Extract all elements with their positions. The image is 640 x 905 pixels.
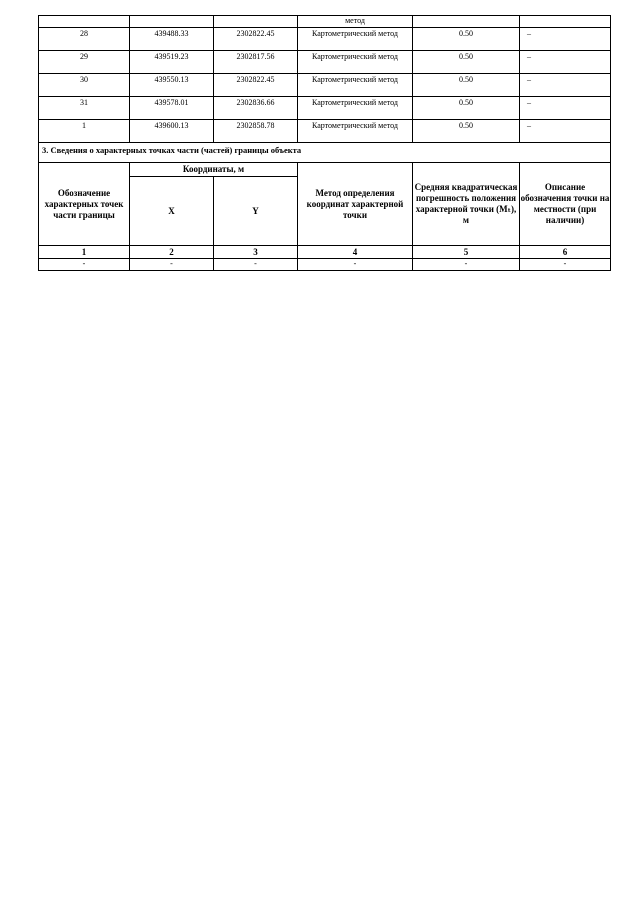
cell-desc: – bbox=[520, 120, 611, 143]
cell-mt bbox=[413, 16, 520, 28]
cell-point bbox=[39, 16, 130, 28]
header-description: Описание обозначения точки на местности (при наличии) bbox=[520, 163, 611, 246]
empty-cell: - bbox=[130, 259, 214, 271]
cell-x bbox=[130, 16, 214, 28]
cell-y: 2302822.45 bbox=[214, 74, 298, 97]
cell-y: 2302822.45 bbox=[214, 28, 298, 51]
table-row bbox=[39, 51, 611, 74]
cell-point: 30 bbox=[39, 74, 130, 97]
cell-point: 29 bbox=[39, 51, 130, 74]
document-page bbox=[38, 15, 610, 271]
header-row bbox=[39, 163, 611, 177]
cell-y bbox=[214, 16, 298, 28]
empty-cell: - bbox=[39, 259, 130, 271]
column-numbers-row bbox=[39, 246, 611, 259]
cell-method: Картометрический метод bbox=[298, 74, 413, 97]
cell-point: 1 bbox=[39, 120, 130, 143]
cell-mt: 0.50 bbox=[413, 120, 520, 143]
cell-x: 439488.33 bbox=[130, 28, 214, 51]
table-row bbox=[39, 120, 611, 143]
table-row bbox=[39, 28, 611, 51]
table-row bbox=[39, 97, 611, 120]
cell-method: Картометрический метод bbox=[298, 97, 413, 120]
column-number: 4 bbox=[298, 246, 413, 259]
cell-x: 439600.13 bbox=[130, 120, 214, 143]
section-title-row bbox=[39, 143, 611, 163]
header-mt: Средняя квадратическая погрешность положения характерной точки (Мₜ), м bbox=[413, 163, 520, 246]
column-number: 2 bbox=[130, 246, 214, 259]
cell-desc: – bbox=[520, 74, 611, 97]
cell-mt: 0.50 bbox=[413, 28, 520, 51]
coordinates-table bbox=[38, 15, 611, 271]
cell-desc: – bbox=[520, 97, 611, 120]
empty-cell: - bbox=[298, 259, 413, 271]
cell-method: метод bbox=[298, 16, 413, 28]
cell-method: Картометрический метод bbox=[298, 120, 413, 143]
empty-cell: - bbox=[413, 259, 520, 271]
table-row bbox=[39, 259, 611, 271]
table-row bbox=[39, 74, 611, 97]
empty-cell: - bbox=[214, 259, 298, 271]
header-method: Метод определения координат характерной точки bbox=[298, 163, 413, 246]
column-number: 1 bbox=[39, 246, 130, 259]
cell-point: 28 bbox=[39, 28, 130, 51]
header-x: X bbox=[130, 177, 214, 246]
cell-mt: 0.50 bbox=[413, 97, 520, 120]
cell-mt: 0.50 bbox=[413, 51, 520, 74]
cell-y: 2302817.56 bbox=[214, 51, 298, 74]
column-number: 3 bbox=[214, 246, 298, 259]
cell-method: Картометрический метод bbox=[298, 51, 413, 74]
cell-x: 439550.13 bbox=[130, 74, 214, 97]
cell-y: 2302858.78 bbox=[214, 120, 298, 143]
cell-point: 31 bbox=[39, 97, 130, 120]
cell-x: 439578.01 bbox=[130, 97, 214, 120]
cell-method: Картометрический метод bbox=[298, 28, 413, 51]
empty-cell: - bbox=[520, 259, 611, 271]
cell-desc: – bbox=[520, 51, 611, 74]
cell-desc bbox=[520, 16, 611, 28]
cell-x: 439519.23 bbox=[130, 51, 214, 74]
table-row bbox=[39, 16, 611, 28]
cell-mt: 0.50 bbox=[413, 74, 520, 97]
cell-desc: – bbox=[520, 28, 611, 51]
column-number: 5 bbox=[413, 246, 520, 259]
cell-y: 2302836.66 bbox=[214, 97, 298, 120]
header-coordinates: Координаты, м bbox=[130, 163, 298, 177]
section-3-title: 3. Сведения о характерных точках части (частей) границы объекта bbox=[39, 143, 611, 163]
header-y: Y bbox=[214, 177, 298, 246]
header-point: Обозначение характерных точек части границы bbox=[39, 163, 130, 246]
column-number: 6 bbox=[520, 246, 611, 259]
